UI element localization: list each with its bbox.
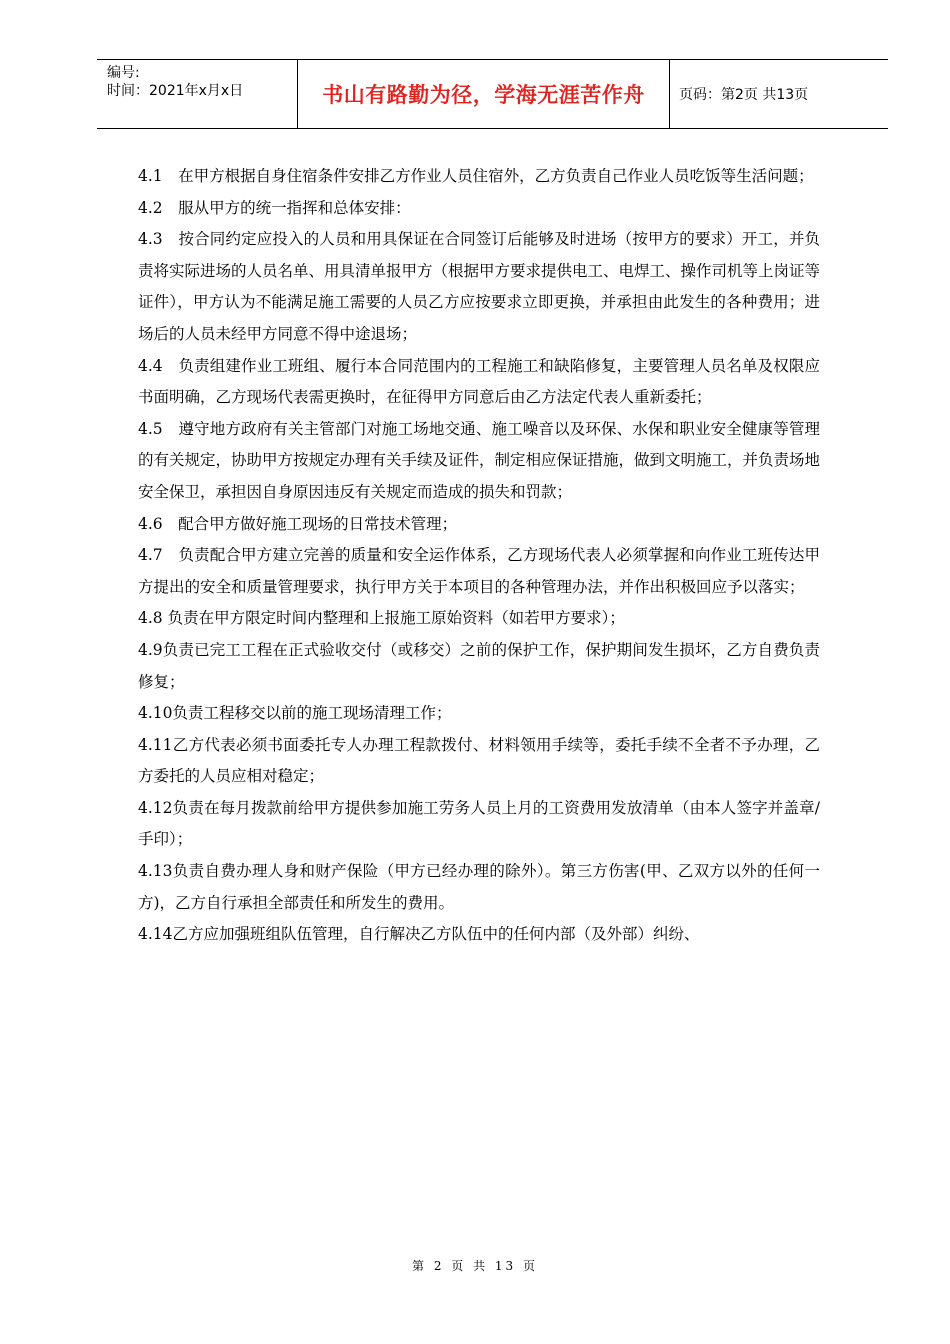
paragraph-4-12: 4.12负责在每月拨款前给甲方提供参加施工劳务人员上月的工资费用发放清单（由本人签字并盖章/手印）； [138, 798, 820, 849]
paragraph-4-1: 4.1 在甲方根据自身住宿条件安排乙方作业人员住宿外，乙方负责自己作业人员吃饭等生活问题； [138, 167, 814, 185]
document-body [138, 161, 820, 951]
paragraph-4-11: 4.11乙方代表必须书面委托专人办理工程款拨付、材料领用手续等，委托手续不全者不予办理，乙方委托的人员应相对稳定； [138, 735, 820, 786]
paragraph-4-8: 4.8 负责在甲方限定时间内整理和上报施工原始资料（如若甲方要求）； [138, 609, 625, 628]
paragraph-4-10: 4.10负责工程移交以前的施工现场清理工作； [138, 704, 452, 723]
paragraph-4-6: 4.6 配合甲方做好施工现场的日常技术管理； [138, 514, 458, 533]
header-slogan: 书山有路勤为径，学海无涯苦作舟 [298, 60, 670, 128]
paragraph-4-4: 4.4 负责组建作业工班组、履行本合同范围内的工程施工和缺陷修复，主要管理人员名单及权限应书面明确，乙方现场代表需更换时，在征得甲方同意后由乙方法定代表人重新委托； [138, 356, 820, 407]
page-footer: 第 2 页 共 13 页 [412, 1259, 538, 1273]
page-header [97, 59, 888, 129]
paragraph-4-5: 4.5 遵守地方政府有关主管部门对施工场地交通、施工噪音以及环保、水保和职业安全健康等管理的有关规定，协助甲方按规定办理有关手续及证件，制定相应保证措施，做到文明施工，并负责场地安全保卫，承担因自身原因违反有关规定而造成的损失和罚款； [138, 419, 821, 501]
paragraph-4-2: 4.2 服从甲方的统一指挥和总体安排： [138, 198, 411, 217]
document-number-label: 编号: [107, 65, 140, 81]
paragraph-4-13: 4.13负责自费办理人身和财产保险（甲方已经办理的除外）。第三方伤害(甲、乙双方以外的任何一方)，乙方自行承担全部责任和所发生的费用。 [138, 862, 820, 912]
paragraph-4-9: 4.9负责已完工工程在正式验收交付（或移交）之前的保护工作，保护期间发生损坏，乙方自费负责修复； [138, 640, 820, 691]
paragraph-4-14: 4.14乙方应加强班组队伍管理，自行解决乙方队伍中的任何内部（及外部）纠纷、 [138, 925, 700, 944]
header-page-info: 页码：第2页 共13页 [679, 87, 809, 103]
paragraph-4-3: 4.3 按合同约定应投入的人员和用具保证在合同签订后能够及时进场（按甲方的要求）开工，并负责将实际进场的人员名单、用具清单报甲方（根据甲方要求提供电工、电焊工、操作司机等上岗证等证件），甲方认为不能满足施工需要的人员乙方应按要求立即更换，并承担由此发生的各种费用；进场后的人员未经甲方同意不得中途退场； [138, 230, 821, 343]
paragraph-4-7: 4.7 负责配合甲方建立完善的质量和安全运作体系，乙方现场代表人必须掌握和向作业工班传达甲方提出的安全和质量管理要求，执行甲方关于本项目的各种管理办法，并作出积极回应予以落实； [138, 546, 820, 596]
document-time-label: 时间：2021年x月x日 [107, 83, 244, 99]
header-meta-cell [97, 60, 298, 128]
